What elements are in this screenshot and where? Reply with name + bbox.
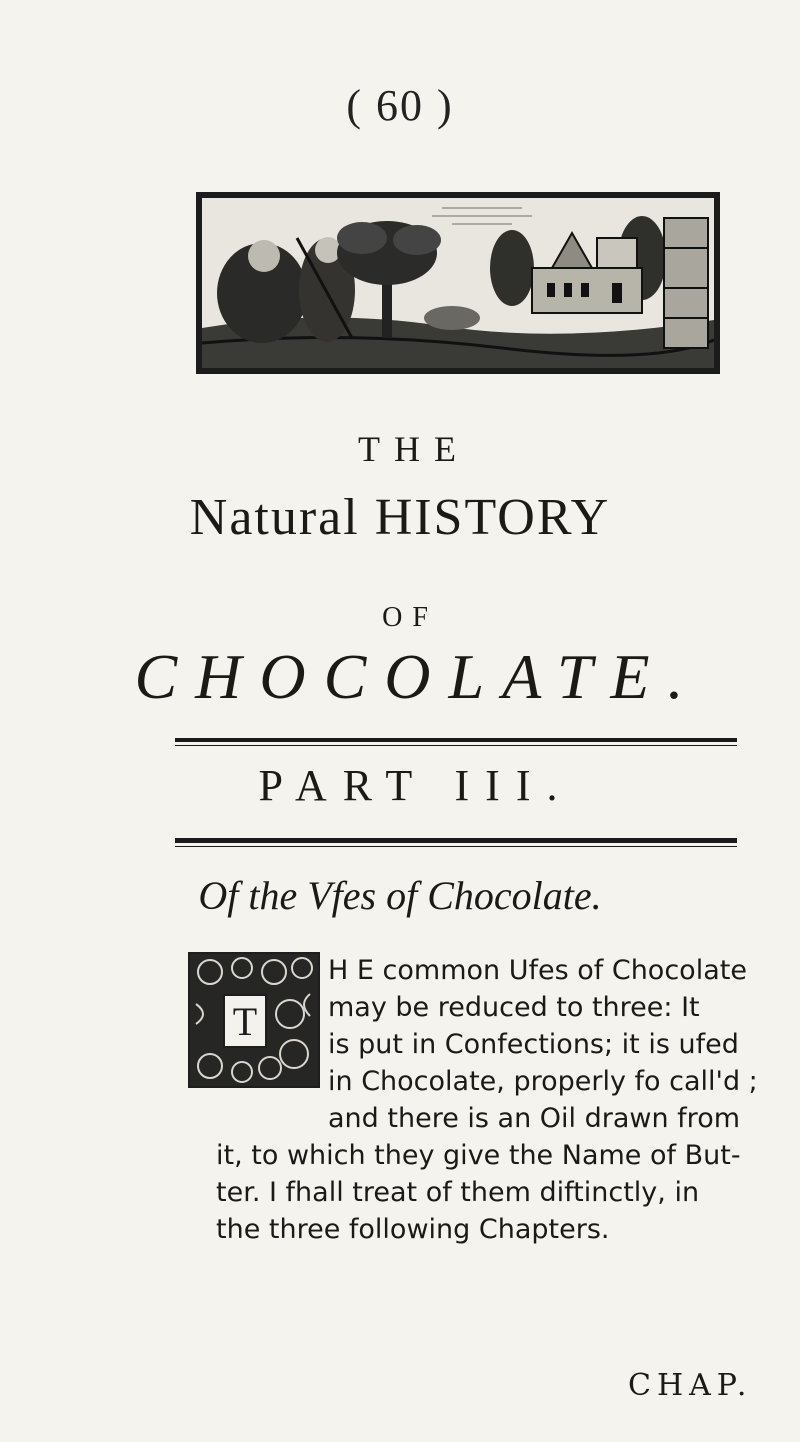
double-rule-bottom: [175, 838, 737, 843]
catchword: CHAP.: [628, 1368, 753, 1403]
double-rule-bottom-thin: [175, 846, 737, 847]
section-heading: Of the Vfes of Chocolate.: [198, 873, 602, 918]
double-rule-top: [175, 738, 737, 742]
part-heading: PART III.: [258, 761, 574, 810]
drop-cap-letter: T: [223, 994, 267, 1048]
title-natural-history: Natural HISTORY: [189, 489, 611, 546]
ornamental-drop-cap: [188, 952, 320, 1088]
double-rule-top-thin: [175, 745, 737, 746]
body-line: the three following Chapters.: [216, 1214, 610, 1245]
body-line: is put in Confections; it is ufed: [328, 1029, 739, 1060]
title-chocolate: CHOCOLATE.: [134, 641, 702, 712]
body-line: H E common Ufes of Chocolate: [328, 955, 747, 986]
page-number: ( 60 ): [346, 81, 454, 130]
body-line: and there is an Oil drawn from: [328, 1103, 741, 1134]
title-the: THE: [358, 429, 470, 469]
title-of: OF: [382, 602, 438, 633]
body-line: ter. I fhall treat of them diftinctly, in: [216, 1177, 700, 1208]
body-line: may be reduced to three: It: [328, 992, 700, 1023]
woodcut-headpiece-illustration: [196, 192, 720, 374]
body-line: in Chocolate, properly fo call'd ;: [328, 1066, 758, 1097]
body-line: it, to which they give the Name of But-: [216, 1140, 741, 1171]
